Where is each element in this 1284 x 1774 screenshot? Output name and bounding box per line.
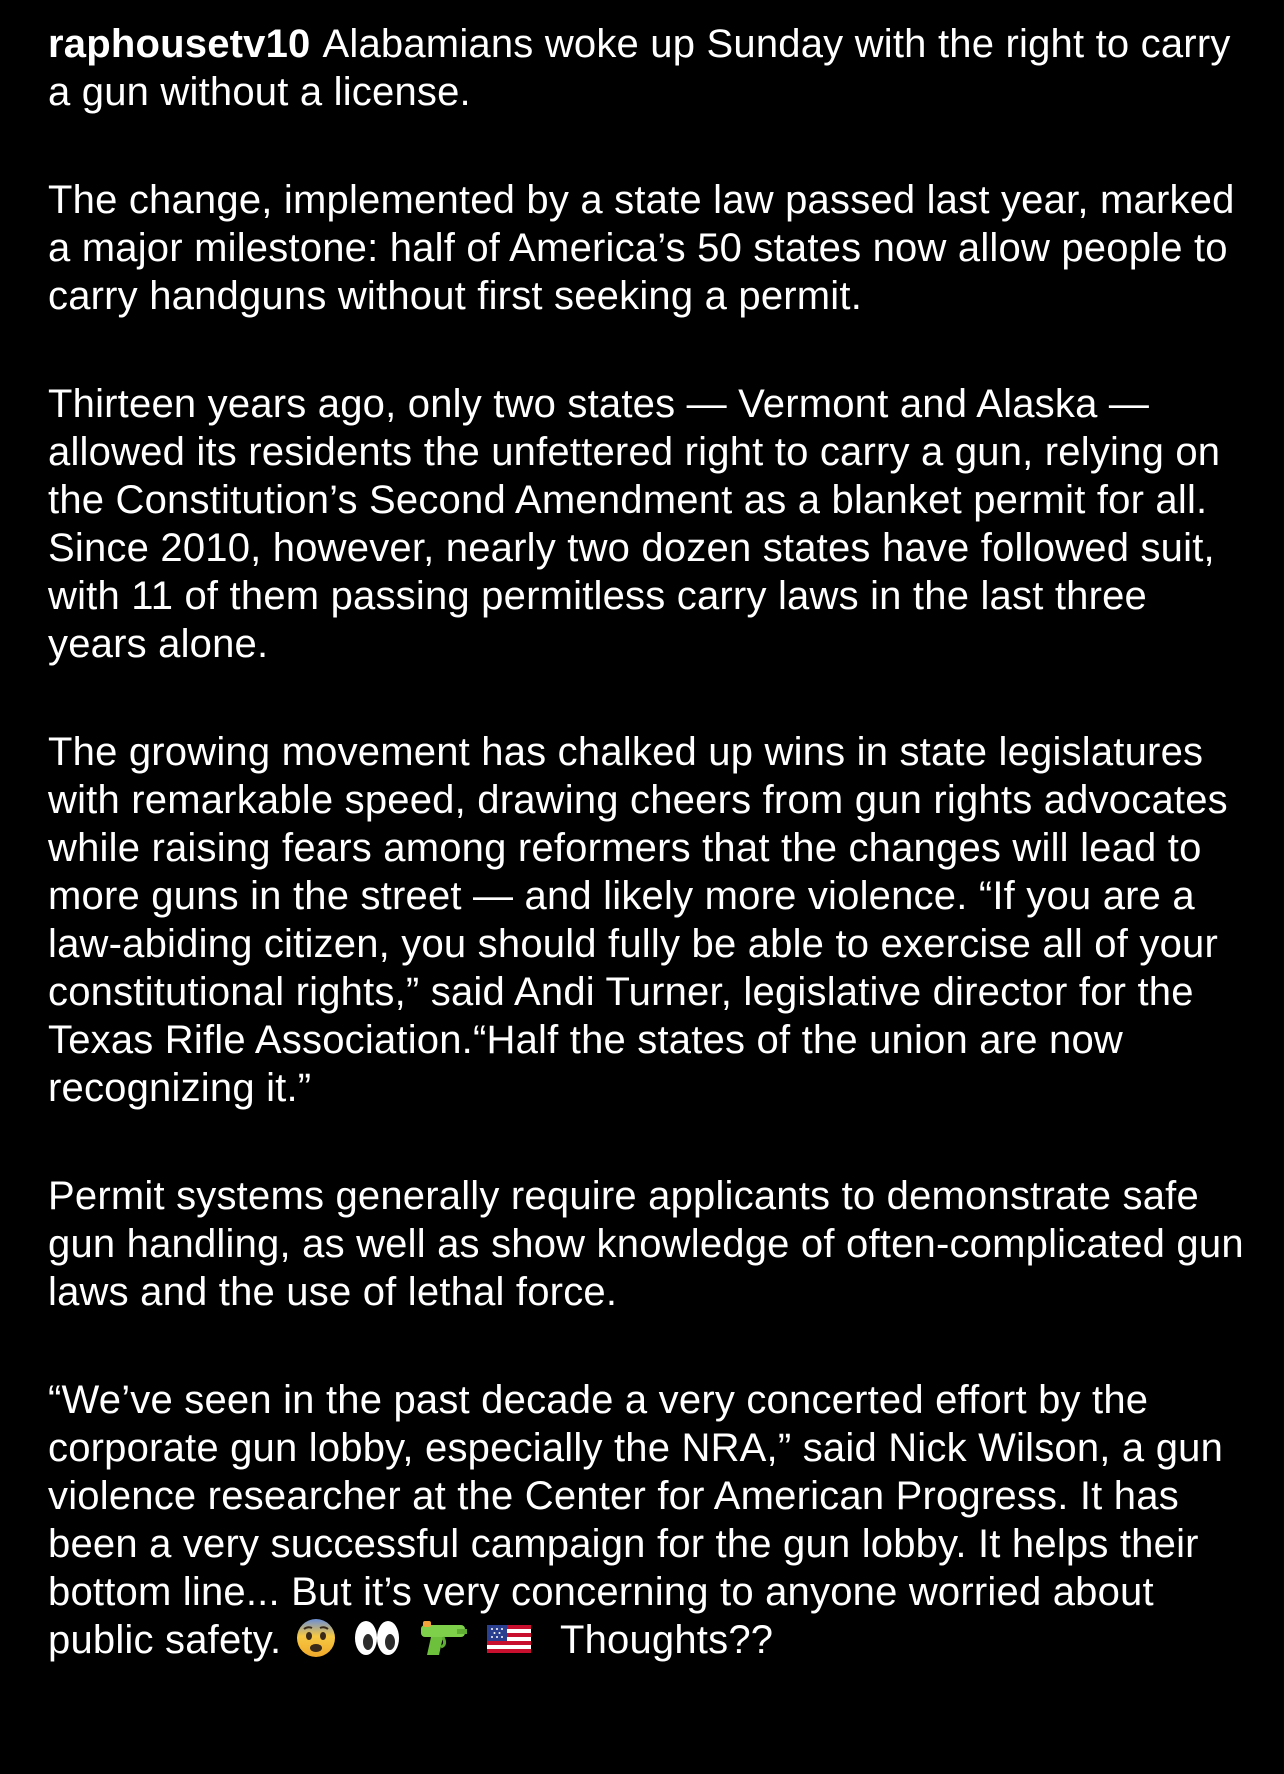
caption-text: Alabamians woke up Sunday with the right to carry a gun without a license. (48, 22, 1231, 114)
caption-paragraph-6 (48, 1376, 1248, 1664)
closing-text: Thoughts?? (559, 1618, 774, 1662)
caption-paragraph-4: The growing movement has chalked up wins in state legislatures with remarkable speed, drawing cheers from gun rights advocates while raising fears among reformers that the changes will lead to more guns in the street — and likely more violence. “If you are a law-abiding citizen, you should fully be able to exercise all of your constitutional rights,” said Andi Turner, legislative director for the Texas Rifle Association.“Half the states of the union are now recognizing it.” (48, 730, 1228, 1110)
fearful-face-emoji-icon (295, 1617, 337, 1659)
post-caption (48, 20, 1248, 1664)
caption-paragraph-3: Thirteen years ago, only two states — Vermont and Alaska — allowed its residents the unfettered right to carry a gun, relying on the Constitution’s Second Amendment as a blanket permit for all. Since 2010, however, nearly two dozen states have followed suit, with 11 of them passing permitless carry laws in the last three years alone. (48, 382, 1221, 666)
water-pistol-emoji-icon (417, 1617, 469, 1659)
caption-paragraph-1 (48, 20, 1248, 116)
caption-paragraph-2: The change, implemented by a state law passed last year, marked a major milestone: half of America’s 50 states now allow people to carry handguns without first seeking a permit. (48, 178, 1235, 318)
username-link[interactable]: raphousetv10 (48, 22, 311, 66)
us-flag-emoji-icon (485, 1617, 533, 1659)
caption-paragraph-5: Permit systems generally require applicants to demonstrate safe gun handling, as well as show knowledge of often-complicated gun laws and the use of lethal force. (48, 1174, 1244, 1314)
eyes-emoji-icon (352, 1617, 402, 1659)
caption-text: “We’ve seen in the past decade a very concerted effort by the corporate gun lobby, especially the NRA,” said Nick Wilson, a gun violence researcher at the Center for American Progress. It has been a very successful campaign for the gun lobby. It helps their bottom line... But it’s very concerning to anyone worried about public safety. (48, 1378, 1224, 1662)
